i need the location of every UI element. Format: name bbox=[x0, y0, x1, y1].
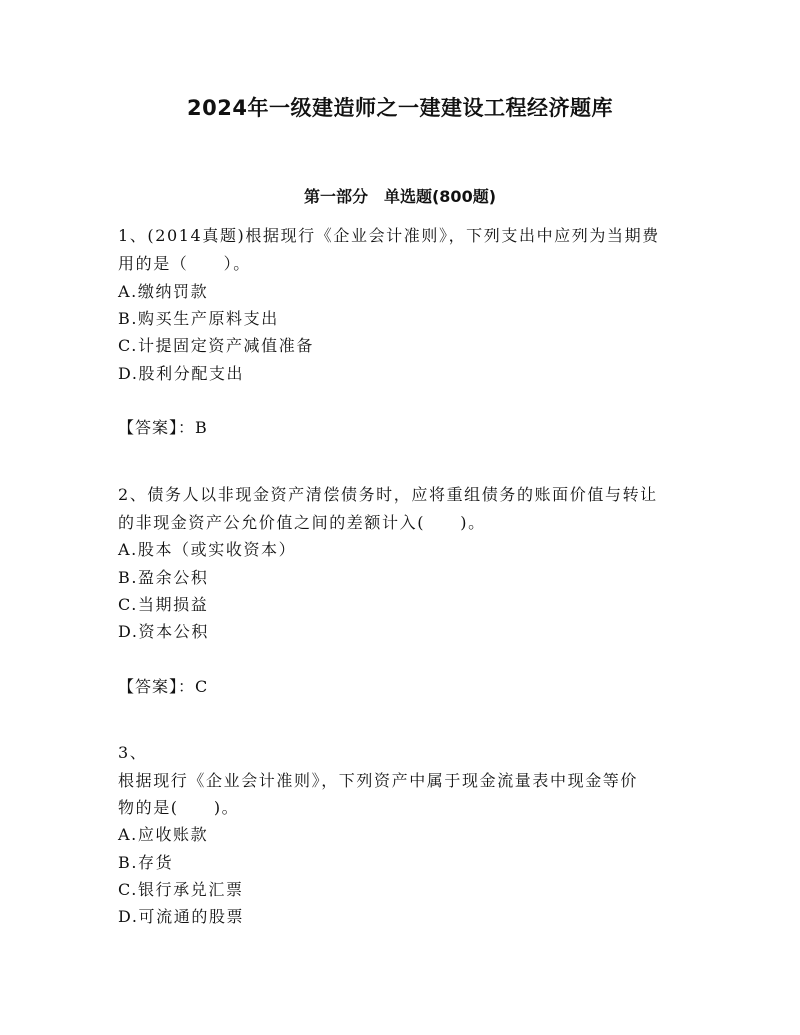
question-1-answer: 【答案】：B bbox=[118, 418, 208, 437]
question-1-stem-line-2: 用的是（ ）。 bbox=[118, 254, 251, 273]
question-2-option-c: C.当期损益 bbox=[118, 595, 209, 614]
question-2-option-a: A.股本（或实收资本） bbox=[118, 540, 297, 559]
question-1-option-b: B.购买生产原料支出 bbox=[118, 309, 279, 328]
section-title: 第一部分 单选题(800题) bbox=[303, 187, 497, 206]
question-2-answer: 【答案】：C bbox=[118, 677, 209, 696]
question-2-stem-line-1: 2、债务人以非现金资产清偿债务时，应将重组债务的账面价值与转让 bbox=[118, 485, 658, 504]
question-3-option-a: A.应收账款 bbox=[118, 825, 209, 844]
question-1-option-d: D.股利分配支出 bbox=[118, 364, 245, 383]
question-3-stem-line-1: 根据现行《企业会计准则》，下列资产中属于现金流量表中现金等价 bbox=[118, 771, 639, 790]
question-3-number: 3、 bbox=[118, 743, 148, 762]
question-3-stem-line-2: 物的是( )。 bbox=[118, 798, 240, 817]
document-title: 2024年一级建造师之一建建设工程经济题库 bbox=[187, 96, 613, 120]
question-1-stem-line-1: 1、(2014真题)根据现行《企业会计准则》，下列支出中应列为当期费 bbox=[118, 226, 660, 245]
question-2-option-b: B.盈余公积 bbox=[118, 568, 209, 587]
question-3-option-c: C.银行承兑汇票 bbox=[118, 880, 244, 899]
question-2-stem-line-2: 的非现金资产公允价值之间的差额计入( )。 bbox=[118, 513, 486, 532]
question-1-option-c: C.计提固定资产减值准备 bbox=[118, 336, 314, 355]
question-1-option-a: A.缴纳罚款 bbox=[118, 282, 209, 301]
question-3-option-b: B.存货 bbox=[118, 853, 174, 872]
question-2-option-d: D.资本公积 bbox=[118, 622, 209, 641]
question-3-option-d: D.可流通的股票 bbox=[118, 907, 245, 926]
